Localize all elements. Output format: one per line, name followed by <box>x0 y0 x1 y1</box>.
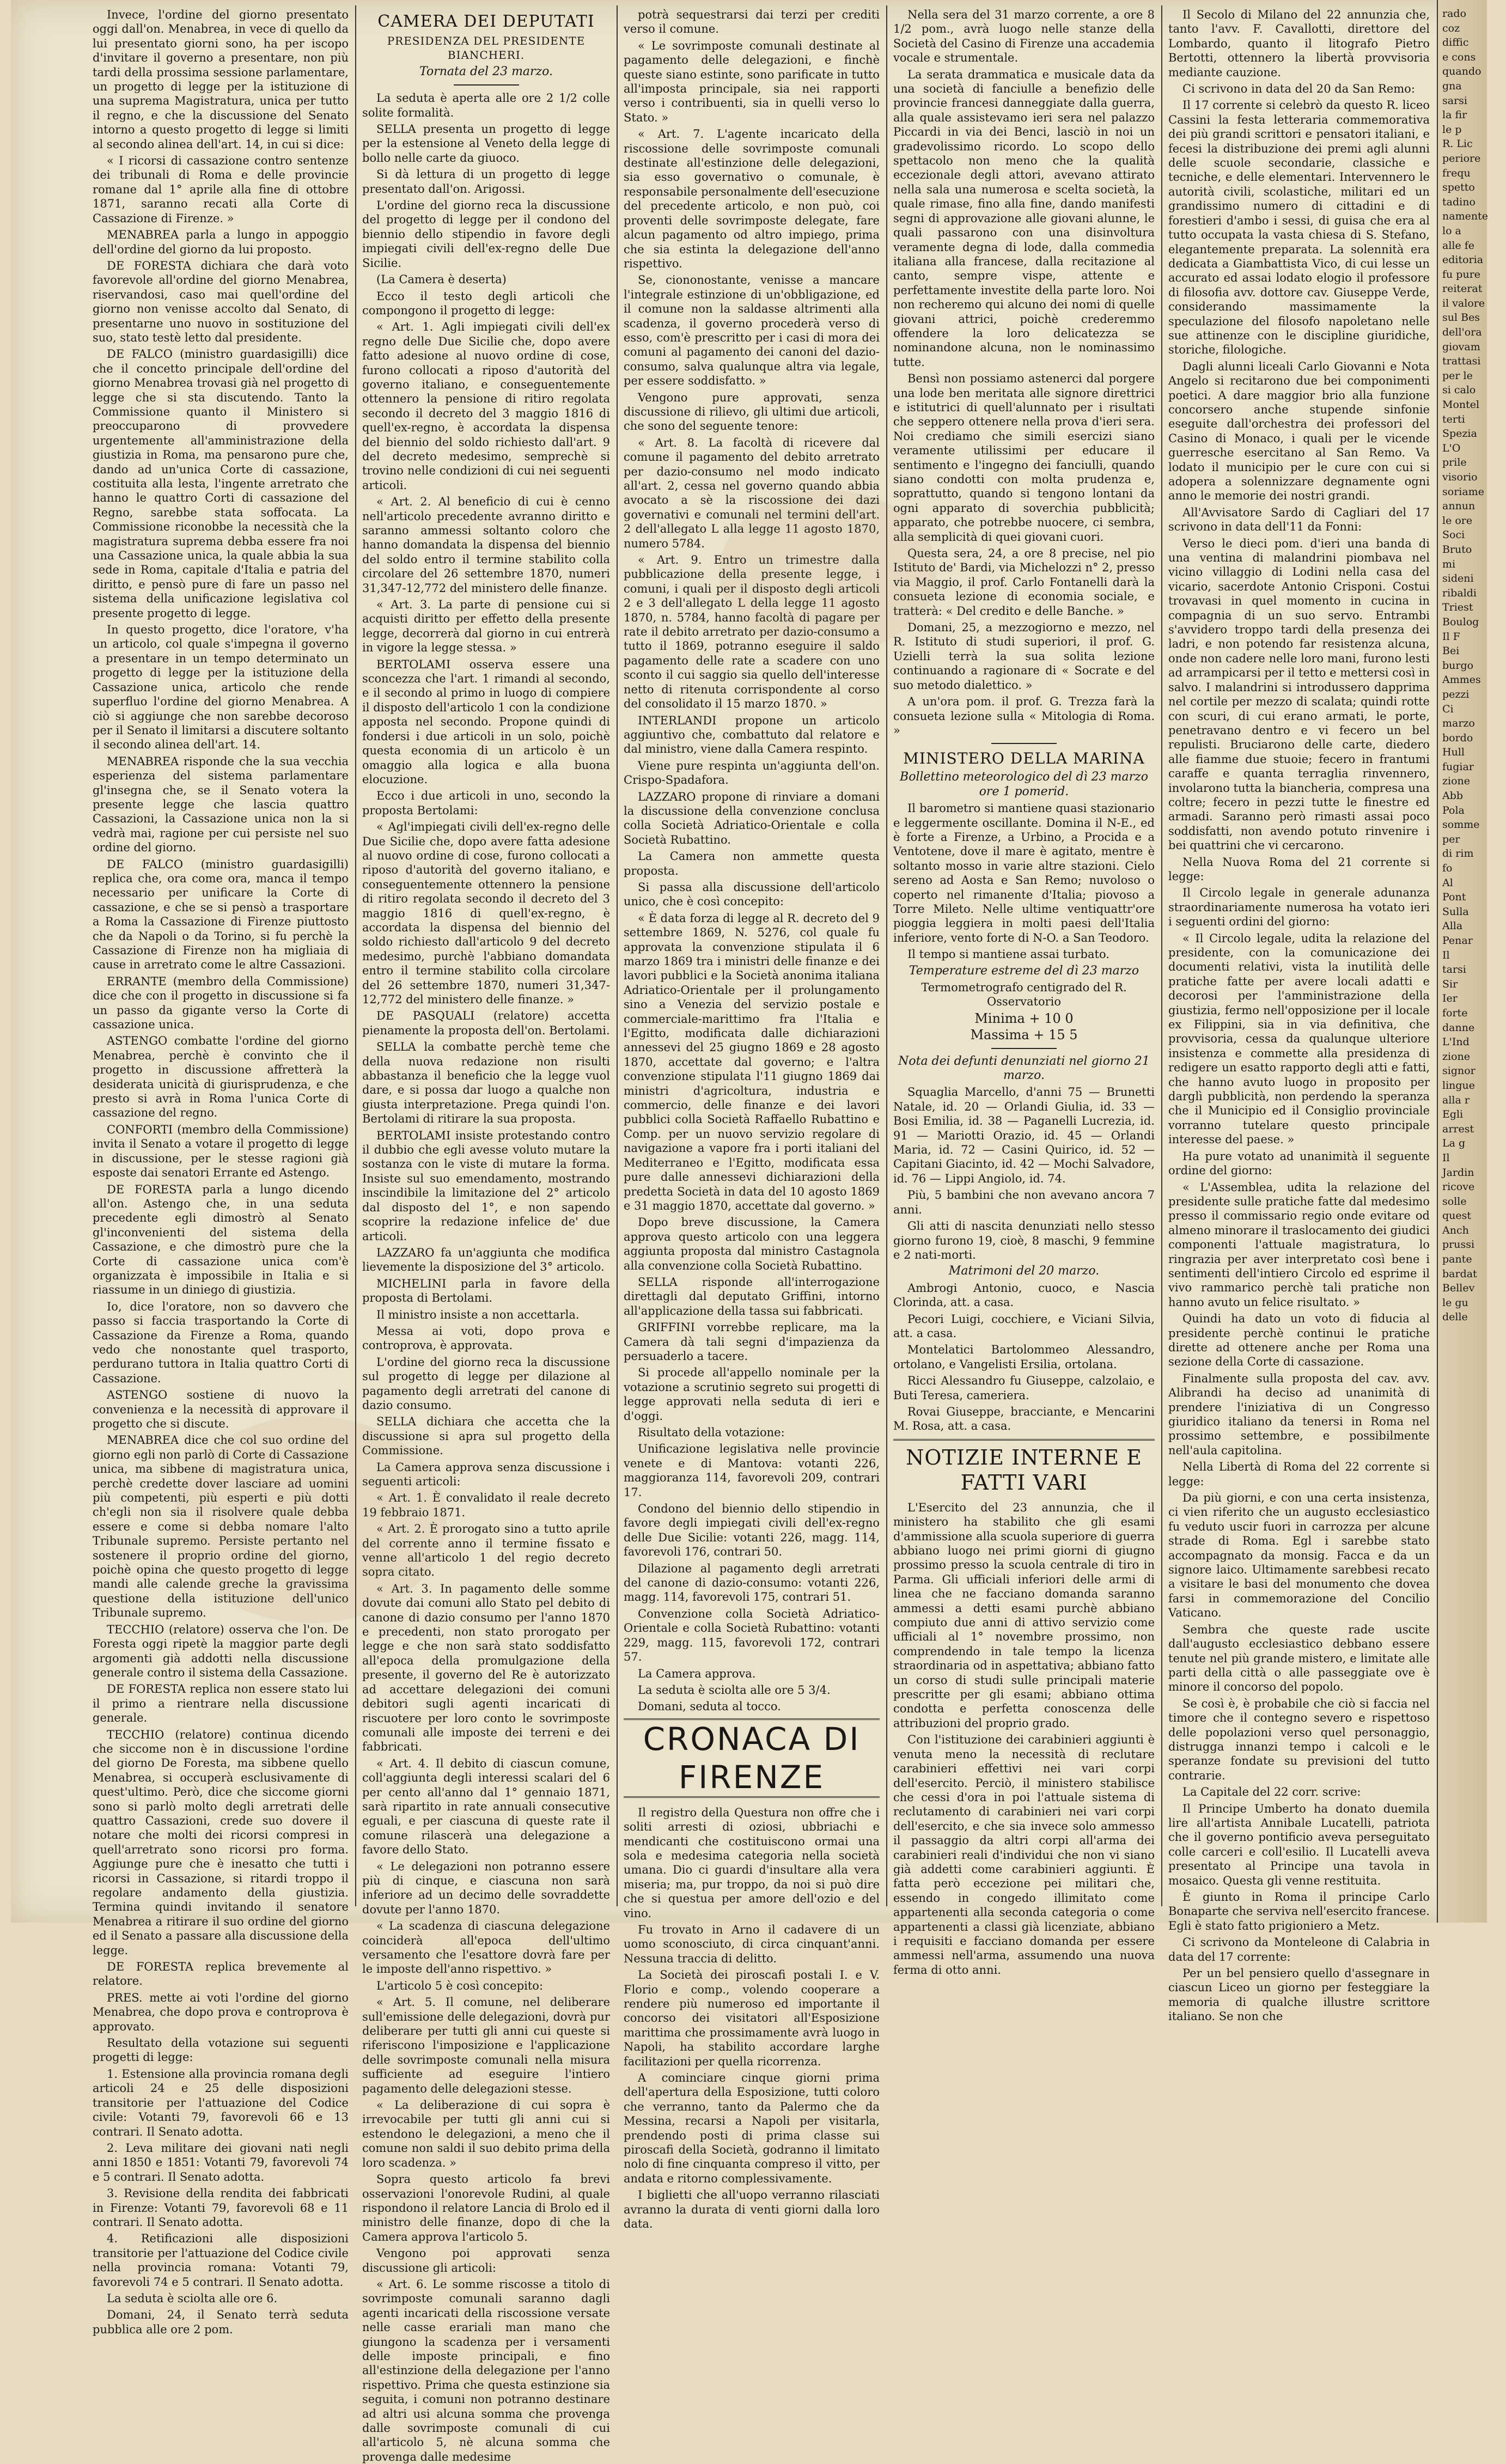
margin-fragment: bardat <box>1442 1267 1477 1280</box>
margin-fragment: tarsi <box>1442 963 1466 976</box>
senate-paragraph: MENABREA dice che col suo ordine del giorno egli non parlò di Corte di Cassazione unica, ma sibbene di magistratura unica, perchè credette dover lasciare ad uomini più competenti, più esperti e più dotti ch'egli non sia il risolvere quale debba essere e come si debba nomare l'alto Tribunale supremo. Persiste pertanto nel sostenere il proprio ordine del giorno, poichè opina che questo progetto di legge mandi alle calende greche la gravissima questione della istituzione dell'unico Tribunale supremo. <box>93 1434 349 1620</box>
chamber-paragraph: « Art. 2. Al beneficio di cui è cenno nell'articolo precedente avranno diritto e saranno ammessi soltanto coloro che hanno domandata la dispensa del biennio del soldo entro il termine stabilito colla circolare del 26 settembre 1870, numeri 31,347-12,772 del ministero delle finanze. <box>362 495 610 595</box>
senate-paragraph: 1. Estensione alla provincia romana degli articoli 24 e 25 delle disposizioni transitorie per l'attuazione del Codice civile: Votanti 79, favorevoli 66 e 13 contrari. Il Senato adotta. <box>93 2067 349 2138</box>
margin-fragment: Il <box>1442 949 1450 961</box>
chamber-paragraph: BERTOLAMI osserva essere una sconcezza che l'art. 1 rimandi al secondo, e il secondo al primo in luogo di compiere il disposto dell'articolo 1 con la condizione apposta nel secondo. Propone quindi di fondersi i due articoli in un solo, poichè questa economia di un articolo è un omaggio alla logica e alla buona elocuzione. <box>362 657 610 786</box>
news-paragraph: Ha pure votato ad unanimità il seguente ordine del giorno: <box>1168 1149 1430 1178</box>
chamber-paragraph: DE PASQUALI (relatore) accetta pienamente la proposta dell'on. Bertolami. <box>362 1009 610 1037</box>
defunti-title: Nota dei defunti denunziati nel giorno 21 marzo. <box>898 1054 1150 1083</box>
margin-fragment: Bellev <box>1442 1282 1475 1295</box>
chamber-paragraph: L'ordine del giorno reca la discussione sul progetto di legge per dilazione al pagamento degli arretrati del canone di dazio consumo. <box>362 1355 610 1412</box>
senate-paragraph: CONFORTI (membro della Commissione) invita il Senato a votare il progetto di legge in discussione, per le stesse ragioni già esposte dai senatori Errante ed Astengo. <box>93 1123 349 1180</box>
column-senate <box>93 8 349 2336</box>
defunti-text <box>893 1085 1155 1262</box>
chamber-paragraph: SELLA presenta un progetto di legge per la estensione al Veneto della legge di bollo nelle carte da giuoco. <box>362 123 610 164</box>
chamber-paragraph: Dopo breve discussione, la Camera approva questo articolo con una leggera aggiunta proposta dal ministro Castagnola alla convenzione colla Società Rubattino. <box>624 1216 880 1272</box>
divider <box>991 743 1057 744</box>
chamber-paragraph: La Camera non ammette questa proposta. <box>624 850 880 877</box>
marina-paragraph: Il tempo si mantiene assai turbato. <box>907 948 1109 961</box>
margin-fragment: il valore <box>1442 297 1485 309</box>
chamber-paragraph: Sopra questo articolo fa brevi osservazioni l'onorevole Rudini, al quale rispondono il relatore Lancia di Brolo ed il ministro delle finanze, dopo di che la Camera approva l'articolo 5. <box>362 2173 610 2243</box>
margin-fragment: zione <box>1442 775 1471 788</box>
senate-paragraph: ASTENGO sostiene di nuovo la convenienza e la necessità di approvare il progetto che si discute. <box>93 1388 349 1430</box>
chamber-paragraph: « Art. 7. L'agente incaricato della riscossione delle sovrimposte comunali destinate all'estinzione delle delegazioni, sia esso governativo o comunale, è responsabile personalmente dell'esecuzione del precedente articolo, e non può, coi proventi delle sovrimposte delegate, fare alcun pagamento od altro impiego, prima che sia estinta la delegazione dell'anno rispettivo. <box>624 127 880 270</box>
chamber-paragraph: LAZZARO fa un'aggiunta che modifica lievemente la disposizione del 3° articolo. <box>362 1246 610 1274</box>
margin-fragment: le p <box>1442 123 1462 136</box>
senate-paragraph: Resultato della votazione sui seguenti progetti di legge: <box>93 2036 349 2064</box>
chamber-paragraph: « Le delegazioni non potranno essere più di cinque, e ciascuna non sarà inferiore ad un decimo delle sovraddette dovute per l'anno 1870. <box>362 1859 610 1916</box>
defunti-paragraph: Gli atti di nascita denunziati nello stesso giorno furono 19, cioè, 8 maschi, 9 femmine e 2 nati-morti. <box>893 1219 1155 1261</box>
margin-fragment: le gu <box>1442 1296 1468 1309</box>
chamber-paragraph: La Camera approva. <box>638 1667 756 1680</box>
notizie-paragraph: Con l'istituzione dei carabinieri aggiunti è venuta meno la necessità di reclutare carabinieri effettivi nei vari corpi dell'esercito. Perciò, il ministero stabilisce che cessi d'ora in poi l'attuale sistema di reclutamento di carabinieri nei vari corpi dell'esercito, e che sia invece solo ammesso il passaggio da altri corpi all'arma dei carabinieri reali d'individui che non vi siano già addetti come carabinieri aggiunti. È fatta però eccezione pei militari che, essendo in congedo illimitato come appartenenti alla seconda categoria o come appartenenti a classi già licenziate, abbiano i requisiti e facciano domanda per essere ammessi nell'arma, assumendo una nuova ferma di otto anni. <box>893 1733 1155 1977</box>
margin-fragment: rado <box>1442 8 1467 20</box>
margin-fragment: signor <box>1442 1065 1475 1077</box>
column-news <box>1168 8 1430 2023</box>
senate-text <box>93 8 349 2337</box>
chamber-paragraph: La seduta è sciolta alle ore 5 3/4. <box>638 1683 831 1697</box>
column-rule <box>1161 5 1162 1906</box>
chamber-paragraph: Condono del biennio dello stipendio in favore degli impiegati civili dell'ex-regno delle Due Sicilie: votanti 226, magg. 114, favorevoli 176, contrari 50. <box>624 1502 880 1559</box>
senate-paragraph: Io, dice l'oratore, non so davvero che passo si faccia trasportando la Corte di Cassazione da Firenze a Roma, quando vedo che nonostante quel trasporto, perdurano tuttora in Italia quattro Corti di Cassazione. <box>93 1300 349 1385</box>
senate-paragraph: DE FORESTA replica brevemente al relatore. <box>93 1960 349 1988</box>
margin-fragment: Bei <box>1442 645 1460 657</box>
news-text <box>1168 8 1430 2024</box>
chamber-paragraph: SELLA risponde all'interrogazione direttagli dal deputato Griffini, intorno all'applicazione della tassa sui fabbricati. <box>624 1275 880 1318</box>
news-paragraph: È giunto in Roma il principe Carlo Bonaparte che serviva nell'esercito francese. Egli è stato fatto prigioniero a Metz. <box>1168 1890 1430 1932</box>
news-paragraph: All'Avvisatore Sardo di Cagliari del 17 scrivono in data dell'11 da Fonni: <box>1168 505 1430 534</box>
column-rule <box>886 5 887 1906</box>
margin-fragment: Triest <box>1442 601 1473 614</box>
chamber-paragraph: « Art. 6. Le somme riscosse a titolo di sovrimposte comunali saranno dagli agenti incaricati della riscossione versate nelle casse erariali man mano che giungono la scadenza per i versamenti delle imposte principali, e fino all'estinzione della delegazione per l'anno rispettivo. Prima che questa estinzione sia seguita, i comuni non potranno destinare ad altri usi alcuna somma che provenga dalle sovrimposte comunali di cui all'articolo 5, nè alcuna somma che provenga dalle medesime <box>362 2277 610 2463</box>
margin-fragment: si calo <box>1442 384 1476 397</box>
margin-fragment: Ammes <box>1442 674 1481 686</box>
matrimoni-text <box>893 1281 1155 1434</box>
senate-paragraph: MENABREA risponde che la sua vecchia esperienza del sistema parlamentare gl'insegna che, se il Senato votera la presente legge che lascia quattro Cassazioni, la Cassazione unica non la si vedrà mai, ragione per cui persiste nel suo ordine del giorno. <box>93 754 349 855</box>
margin-fragment: Ier <box>1442 992 1458 1005</box>
news-paragraph: Da più giorni, e con una certa insistenza, ci vien riferito che un augusto ecclesiastico fu veduto uscir fuori in carrozza per alcune strade di Roma. Egl i sarebbe stato accompagnato da monsig. Facca e da un signore laico. Ultimamente sarebbesi recato a visitare le basi del monumento che dovea farsi in commemorazione del Concilio Vaticano. <box>1168 1491 1430 1620</box>
margin-fragment: zione <box>1442 1050 1471 1063</box>
paper-stain <box>174 1416 447 1623</box>
chamber-paragraph: « Art. 2. È prorogato sino a tutto aprile del corrente anno il termine fissato e venne all'articolo 1 del regio decreto sopra citato. <box>362 1522 610 1579</box>
chamber-paragraph: Si dà lettura di un progetto di legge presentato dall'on. Arigossi. <box>362 168 610 196</box>
chamber-continuation-text <box>624 8 880 1714</box>
chamber-paragraph: Viene pure respinta un'aggiunta dell'on. Crispo-Spadafora. <box>624 759 880 787</box>
senate-paragraph: TECCHIO (relatore) osserva che l'on. De Foresta oggi ripetè la maggior parte degli argomenti già addotti nella discussione generale contro il sistema della Cassazione. <box>93 1623 349 1679</box>
cronaca-paragraph: Fu trovato in Arno il cadavere di un uomo sconosciuto, di circa cinquant'anni. Nessuna traccia di delitto. <box>624 1923 880 1965</box>
temp-min: Minima + 10 0 <box>974 1010 1074 1026</box>
temp-title: Temperature estreme del dì 23 marzo <box>909 963 1139 978</box>
news-paragraph: Ci scrivono in data del 20 da San Remo: <box>1182 82 1415 96</box>
chamber-paragraph: « Art. 3. In pagamento delle somme dovute dai comuni allo Stato pel debito di canone di dazio consumo per l'anno 1870 e precedenti, non stato prorogato per legge e che non sarà stato soddisfatto all'epoca della promulgazione della presente, il governo del Re è autorizzato ad accettare delegazioni dei comuni debitori sugli agenti incaricati di riscuotere per loro conto le sovrimposte comunali alle imposte dei terreni e dei fabbricati. <box>362 1582 610 1754</box>
chamber-paragraph: Vengono poi approvati senza discussione gli articoli: <box>362 2247 610 2274</box>
cronaca-text <box>624 1806 880 2231</box>
margin-fragment: coz <box>1442 22 1460 34</box>
notizie-text <box>893 1501 1155 1977</box>
margin-fragment: Anch <box>1442 1224 1469 1236</box>
margin-fragment: trattasi <box>1442 355 1481 368</box>
margin-fragment: frequ <box>1442 167 1471 179</box>
news-paragraph: Verso le dieci pom. d'ieri una banda di una ventina di malandrini piombava nel vicino villaggio di Lodini nella casa del vicario, sacerdote Antonio Crisponi. Costui trovavasi in quel momento in cucina in compagnia di un suo servo. Entrambi s'avvidero troppo tardi della presenza dei ladri, e non potendo far resistenza alcuna, onde non cadere nelle loro mani, furono lesti ad arrampicarsi per il tetto e mettersi così in salvo. I malandrini si introdussero dapprima nel cortile per mezzo di scalata; quindi rotte con scuri, di cui erano armati, le porte, penetravano dentro e vi fecero un bel repulisti. Bruciarono delle carte, diedero alle fiamme due stuoie; fecero in frantumi caraffe e quanta terraglia rinvennero, involarono tutta la biancheria, compresa una coltre; fecero in pezzi tutte le finestre ed armadi. Saranno però rimasti assai poco soddisfatti, non avendo potuto rinvenire i bei quattrini che vi cercarono. <box>1168 536 1430 852</box>
chamber-paragraph: L'ordine del giorno reca la discussione del progetto di legge per il condono del biennio dello stipendio in favore degli impiegati civili dell'ex-regno delle Due Sicilie. <box>362 199 610 270</box>
chamber-paragraph: « La scadenza di ciascuna delegazione coinciderà all'epoca dell'ultimo versamento che l'esattore dovrà fare per le imposte dell'anno rispettivo. » <box>362 1919 610 1976</box>
chamber-paragraph: Ecco il testo degli articoli che compongono il progetto di legge: <box>362 289 610 317</box>
news-paragraph: « L'Assemblea, udita la relazione del presidente sulle pratiche fatte dal medesimo presso il commissario regio onde evitare od almeno minorare il traslocamento dei giudici componenti l'attuale magistratura, lo ringrazia per aver interpretato così bene i sentimenti dell'intiero Circolo ed esprime il vivo rammarico perchè tali pratiche non hanno avuto un felice risultato. » <box>1168 1180 1430 1309</box>
paper-stain <box>719 490 937 654</box>
chamber-paragraph: Si procede all'appello nominale per la votazione a scrutinio segreto sui progetti di legge approvati nella seduta di ieri e d'oggi. <box>624 1366 880 1423</box>
margin-fragment: R. Lic <box>1442 138 1473 150</box>
margin-fragment: fu pure <box>1442 268 1481 280</box>
margin-fragment: spetto <box>1442 181 1475 194</box>
chamber-text <box>362 91 610 2464</box>
chamber-paragraph: (La Camera è deserta) <box>376 273 507 286</box>
news-paragraph: Il 17 corrente si celebrò da questo R. liceo Cassini la festa letteraria commemorativa dei più grandi scrittori e pensatori italiani, e fecesi la distribuzione dei premi agli alunni delle scuole secondarie, classiche e tecniche, e delle elementari. Intervennero le autorità civili, scolastiche, militari ed un grandissimo numero di cittadini e di forestieri d'ambo i sessi, di guisa che era al tutto occupata la vasta chiesa di S. Stefano, elegantemente preparata. La solennità era dedicata a Giambattista Vico, di cui lesse un accurato ed assai lodato elogio il professore di filosofia avv. dottore cav. Giuseppe Verde, considerando massimamente la speculazione del filosofo napoletano nelle sue attinenze con le discipline giuridiche, storiche, filologiche. <box>1168 99 1430 357</box>
news-paragraph: Finalmente sulla proposta del cav. avv. Alibrandi ha deciso ad unanimità di prendere l'iniziativa di un Congresso giuridico italiano da tenersi in Roma nel prossimo settembre, e possibilmente nell'aula capitolina. <box>1168 1371 1430 1457</box>
cronaca-paragraph: La Società dei piroscafi postali I. e V. Florio e comp., volendo cooperare a rendere più numeroso ed importante il concorso dei visitatori all'Esposizione marittima che prossimamente avrà luogo in Napoli, ha stabilito accordare larghe facilitazioni per quella ricorrenza. <box>624 1968 880 2068</box>
margin-fragment: prussi <box>1442 1239 1475 1251</box>
news-paragraph: Per un bel pensiero quello d'assegnare in ciascun Liceo un giorno per festeggiare la memoria di qualche illustre scrittore italiano. Se non che <box>1168 1967 1430 2023</box>
divider <box>991 1048 1057 1049</box>
senate-paragraph: DE FALCO (ministro guardasigilli) dice che il concetto principale dell'ordine del giorno Menabrea trovasi già nel progetto di legge che si sta discutendo. Tanto la Commissione quanto il Ministero si preoccuparono di provvedere urgentemente all'amministrazione della giustizia in Roma, ma pensarono pure che, dando ad un'unica Corte di cassazione, costituita alla lesta, l'ingente arretrato che hanno le quattro Corti di cassazione del Regno, sarebbe stata soffocata. La Commissione riconobbe la necessità che la magistratura suprema debba essere fra noi una Cassazione unica, la quale abbia la sua sede in Roma, capitale d'Italia e patria del diritto, e pensò pure di fare un passo nel sistema della unificazione legislativa col presente progetto di legge. <box>93 347 349 620</box>
chamber-paragraph: Messa ai voti, dopo prova e controprova, è approvata. <box>362 1324 610 1352</box>
notizie-title: NOTIZIE INTERNE E FATTI VARI <box>893 1439 1155 1495</box>
news-paragraph: La Capitale del 22 corr. scrive: <box>1182 1785 1361 1799</box>
chamber-paragraph: Domani, seduta al tocco. <box>638 1700 781 1713</box>
margin-fragment: Il F <box>1442 630 1460 643</box>
matrimoni-item: Ricci Alessandro fu Giuseppe, calzolaio, e Buti Teresa, cameriera. <box>893 1374 1155 1402</box>
news-paragraph: Ci scrivono da Monteleone di Calabria in data del 17 corrente: <box>1168 1936 1430 1963</box>
margin-fragment: per le <box>1442 369 1473 382</box>
margin-fragment: alla r <box>1442 1094 1470 1106</box>
chamber-paragraph: « Art. 8. La facoltà di ricevere dal comune il pagamento del debito arretrato per dazio-consumo nel modo indicato all'art. 2, cessa nel governo quando abbia avocato a sè la riscossione dei dazi governativi e comunali nel termini dell'art. 2 dell'allegato L alla legge 11 agosto 1870, numero 5784. <box>624 436 880 550</box>
margin-fragment: pezzi <box>1442 688 1470 700</box>
chamber-presidency: PRESIDENZA DEL PRESIDENTE BIANCHERI. <box>387 34 586 62</box>
news-paragraph: Se così è, è probabile che ciò si faccia nel timore che il contegno severo e rispettoso delle popolazioni verso quel personaggio, distrugga innanzi tempo i calcoli e le speranze fondate su previsioni del tutto contrarie. <box>1168 1697 1430 1782</box>
matrimoni-item: Rovai Giuseppe, bracciante, e Mencarini M. Rosa, att. a casa. <box>893 1405 1155 1433</box>
cronaca-title: CRONACA DI FIRENZE <box>624 1718 880 1798</box>
senate-paragraph: DE FORESTA dichiara che darà voto favorevole all'ordine del giorno Menabrea, riservandosi, caso mai quell'ordine del giorno non venisse accolto dal Senato, di presentarne uno nuovo in sostituzione del suo, stato testè letto dal presidente. <box>93 259 349 344</box>
chamber-paragraph: Si passa alla discussione dell'articolo unico, che è così concepito: <box>624 880 880 908</box>
margin-fragment: dell'ora <box>1442 326 1482 339</box>
margin-fragment: fo <box>1442 862 1453 875</box>
margin-fragment: per <box>1442 833 1460 845</box>
margin-fragment: Bruto <box>1442 543 1472 556</box>
margin-fragment: e cons <box>1442 51 1476 63</box>
chamber-paragraph: « Art. 1. È convalidato il reale decreto 19 febbraio 1871. <box>362 1491 610 1519</box>
margin-fragment: Il <box>1442 1151 1450 1164</box>
chamber-paragraph: Vengono pure approvati, senza discussione di rilievo, gli ultimi due articoli, che sono del seguente tenore: <box>624 391 880 433</box>
chamber-paragraph: « Le sovrimposte comunali destinate al pagamento delle delegazioni, e finchè queste siano estinte, sono parificate in tutto all'imposta principale, sia nei rapporti verso i contribuenti, sia in quelli verso lo Stato. » <box>624 39 880 124</box>
news-paragraph: Il Principe Umberto ha donato duemila lire all'artista Annibale Lucatelli, patriota che il governo pontificio aveva perseguitato colle carceri e coll'esilio. Il Lucatelli aveva presentato al Principe una tavola in mosaico. Questa gli venne restituita. <box>1168 1802 1430 1887</box>
chamber-paragraph: Dilazione al pagamento degli arretrati del canone di dazio-consumo: votanti 226, magg. 114, favorevoli 175, contrari 51. <box>624 1562 880 1604</box>
senate-paragraph: DE FALCO (ministro guardasigilli) replica che, ora come ora, manca il tempo necessario per unificare la Corte di cassazione, e che se si pensò a trasportare a Roma la Cassazione di Firenze piuttosto che da Napoli o da Torino, si fu perchè la Cassazione di Firenze non ha migliaia di cause in arretrato come le altre Cassazioni. <box>93 857 349 972</box>
margin-fragment: burgo <box>1442 659 1474 672</box>
margin-fragment: Alla <box>1442 920 1463 932</box>
margin-fragment: alle fe <box>1442 239 1475 252</box>
chamber-paragraph: « Art. 3. La parte di pensione cui si acquisti diritto per effetto della presente legge, decorrerà dal giorno in cui entrerà in vigore la legge stessa. » <box>362 598 610 655</box>
margin-fragment: quando <box>1442 65 1481 78</box>
margin-fragment: terti <box>1442 413 1465 425</box>
margin-fragment: Penar <box>1442 935 1473 947</box>
chamber-paragraph: Unificazione legislativa nelle provincie venete e di Mantova: votanti 226, maggioranza 114, favorevoli 209, contrari 17. <box>624 1442 880 1499</box>
chamber-paragraph: Il ministro insiste a non accettarla. <box>376 1308 580 1321</box>
cronaca-paragraph: Il registro della Questura non offre che i soliti arresti di oziosi, ubbriachi e mendicanti che costituiscono ormai una sola e medesima categoria nella società umana. Dio ci guardi d'insultare alla vera miseria; ma, pur troppo, da noi si può dire che si questua per amore dell'ozio e del vino. <box>624 1806 880 1920</box>
senate-paragraph: « I ricorsi di cassazione contro sentenze dei tribunali di Roma e delle provincie romane dal 1° aprile alla fine di ottobre 1871, saranno recati alla Corte di Cassazione di Firenze. » <box>93 154 349 225</box>
margin-fragment: Spezia <box>1442 428 1477 440</box>
chamber-paragraph: L'articolo 5 è così concepito: <box>376 1979 544 1992</box>
margin-fragment: gna <box>1442 80 1462 92</box>
chamber-paragraph: LAZZARO propone di rinviare a domani la discussione della convenzione conclusa colla Società Adriatico-Orientale e colla Società Rubattino. <box>624 790 880 846</box>
margin-fragment: editoria <box>1442 254 1484 266</box>
chamber-paragraph: « È data forza di legge al R. decreto del 9 settembre 1869, N. 5276, col quale fu approvata la convenzione stipulata il 6 marzo 1869 tra i ministri delle finanze e dei lavori pubblici e la Società anonima italiana Adriatico-Orientale per il prolungamento sino a Venezia del servizio postale e commerciale-marittimo fra l'Italia e l'Egitto, modificata dalle dichiarazioni annessevi del 25 giugno 1869 e 28 agosto 1870, accettate dal governo; e l'altra convenzione stipulata l'11 giugno 1869 dai ministri d'agricoltura, industria e commercio, delle finanze e dei lavori pubblici colla Società Raffaello Rubattino e Comp. per un nuovo servizio regolare di navigazione a vapore fra i porti italiani del Mediterraneo e l'Egitto, modificata essa pure dalle annessevi dichiarazioni della predetta Società in data del 10 agosto 1869 e 31 maggio 1870, accettate dal governo. » <box>624 911 880 1212</box>
senate-paragraph: MENABREA parla a lungo in appoggio dell'ordine del giorno da lui proposto. <box>93 228 349 256</box>
chamber-paragraph: Ecco i due articoli in uno, secondo la proposta Bertolami: <box>362 789 610 817</box>
matrimoni-item: Pecori Luigi, cocchiere, e Viciani Silvia, att. a casa. <box>893 1312 1155 1340</box>
margin-fragment: lingue <box>1442 1079 1475 1091</box>
margin-fragment: sarsi <box>1442 94 1467 107</box>
chamber-paragraph: « Agl'impiegati civili dell'ex-regno delle Due Sicilie che, dopo avere fatta adesione al nuovo ordine di cose, furono collocati a riposo d'autorità del governo italiano, e conseguentemente ottennero la pensione di ritiro regolata secondo il decreto del 3 maggio 1816 di quell'ex-regno, è accordata la dispensa del biennio del soldo richiesto dall'articolo 9 del decreto medesimo, purchè l'abbiano domandata entro il termine stabilito colla circolare del 26 settembre 1870, numeri 31,347-12,772 del ministero delle finanze. » <box>362 820 610 1006</box>
margin-fragment: delle <box>1442 1311 1468 1324</box>
margin-fragment: Hull <box>1442 746 1465 759</box>
matrimoni-title: Matrimoni del 20 marzo. <box>948 1264 1100 1278</box>
margin-fragment: sul Bes <box>1442 312 1480 324</box>
senate-paragraph: In questo progetto, dice l'oratore, v'ha un articolo, col quale s'impegna il governo a presentare in un tempo determinato un progetto di legge per la istituzione della Cassazione unica, articolo che rende superfluo l'ordine del giorno Menabrea. A ciò si aggiunge che non sarebbe decoroso per il Senato il limitarsi a discutere soltanto il secondo alinea dell'art. 14. <box>93 623 349 752</box>
defunti-paragraph: Squaglia Marcello, d'anni 75 — Brunetti Natale, id. 20 — Orlandi Giulia, id. 33 — Bosi Emilia, id. 38 — Paganelli Lucrezia, id. 91 — Mariotti Orazio, id. 45 — Orlandi Maria, id. 72 — Casini Quirico, id. 52 — Capitani Giacinto, id. 42 — Mochi Salvadore, id. 76 — Lippi Angiolo, id. 74. <box>893 1085 1155 1185</box>
margin-fragment: reiterat <box>1442 283 1483 295</box>
margin-fragment: Abb <box>1442 790 1464 802</box>
margin-fragment: Pont <box>1442 891 1466 904</box>
margin-fragment: danne <box>1442 1021 1475 1034</box>
chamber-paragraph: INTERLANDI propone un articolo aggiuntivo che, combattuto dal relatore e dal ministro, viene dalla Camera respinto. <box>624 713 880 756</box>
news-paragraph: Quindi ha dato un voto di fiducia al presidente perchè continui le pratiche dirette ad ottenere anche per Roma una sezione della Corte di cassazione. <box>1168 1312 1430 1369</box>
chamber-paragraph: Risultato della votazione: <box>638 1426 785 1439</box>
margin-fragment: Sulla <box>1442 905 1469 918</box>
senate-paragraph: Domani, 24, il Senato terrà seduta pubblica alle ore 2 pom. <box>93 2308 349 2336</box>
margin-fragment: Montel <box>1442 399 1480 411</box>
chamber-paragraph: « Art. 5. Il comune, nel deliberare sull'emissione delle delegazioni, dovrà pur deliberare per tutti gli anni cui queste si riferiscono l'imposizione e l'applicazione delle sovrimposte comunali nella misura sufficiente ad eseguire l'intiero pagamento delle delegazioni stesse. <box>362 1996 610 2095</box>
column-rule <box>355 5 356 1906</box>
temp-max: Massima + 15 5 <box>970 1027 1078 1043</box>
margin-fragment: mi <box>1442 558 1456 570</box>
margin-fragment: forte <box>1442 1007 1468 1019</box>
chamber-paragraph: « La deliberazione di cui sopra è irrevocabile per tutti gli anni cui si estendono le delegazioni, a meno che il comune non saldi il suo debito prima della loro scadenza. » <box>362 2099 610 2169</box>
margin-fragment: Soci <box>1442 529 1465 541</box>
marina-title: MINISTERO DELLA MARINA <box>903 749 1145 768</box>
margin-fragment: le ore <box>1442 514 1473 527</box>
margin-fragment: Boulog <box>1442 615 1479 628</box>
senate-paragraph: DE FORESTA parla a lungo dicendo all'on. Astengo che, in una seduta precedente egli dimostrò al Senato gl'inconvenienti del sistema della Cassazione, e che dimostrò pure che la Corte di cassazione unica com'è organizzata è impossibile in Italia e si riassume in un diniego di giustizia. <box>93 1182 349 1297</box>
news-paragraph: Sembra che queste rade uscite dall'augusto ecclesiastico debbano essere tenute nel più grande mistero, e limitate alle parti della città o alle passeggiate ove è minore il concorso del popolo. <box>1168 1623 1430 1694</box>
margin-fragment: marzo <box>1442 717 1475 730</box>
margin-fragment: la fir <box>1442 109 1467 121</box>
senate-paragraph: 2. Leva militare dei giovani nati negli anni 1850 e 1851: Votanti 79, favorevoli 74 e 5 contrari. Il Senato adotta. <box>93 2141 349 2184</box>
divider <box>454 84 519 86</box>
chamber-paragraph: MICHELINI parla in favore della proposta di Bertolami. <box>362 1277 610 1305</box>
margin-fragment: ribaldi <box>1442 587 1477 599</box>
margin-fragment: bordo <box>1442 731 1473 744</box>
chamber-paragraph: SELLA la combatte perchè teme che della nuova redazione non risulti abbastanza il beneficio che la legge vuol dare, e si possa dar luogo a qualche non giusta interpretazione. Prega quindi l'on. Bertolami di ritirare la sua proposta. <box>362 1040 610 1126</box>
margin-fragment: sideni <box>1442 572 1474 585</box>
marina-paragraph: Il barometro si mantiene quasi stazionario e leggermente oscillante. Domina il N-E., ed è forte a Firenze, a Urbino, a Procida e a Ventotene, dove il mare è agitato, mentre è soltanto mosso in varie altre stazioni. Cielo sereno ad Aosta e San Remo; nuvoloso o coperto nel rimanente d'Italia; piovoso a Torre Mileto. Nelle ultime ventiquattr'ore pioggia leggiera in molti paesi dell'Italia inferiore, vento forte di N-O. a San Teodoro. <box>893 802 1155 944</box>
temp-sub: Termometrografo centigrado del R. Osservatorio <box>921 981 1127 1009</box>
news-paragraph: « Il Circolo legale, udita la relazione del presidente, con la comunicazione dei documenti relativi, vista la inutilità delle pratiche fatte per avere locali adatti e decorosi per l'amministrazione della giustizia, fermo nell'opposizione per il locale ex Filippini, sia in via definitiva, che provvisoria, cessa da qualunque ulteriore insistenza e commette alla presidenza di redigere un esatto rapporto degli atti e fatti, che hanno avuto luogo in proposito per darglì pubblicità, non perdendo la speranza che il Municipio ed il Consiglio provinciale vorranno tutelare questo principale interesse del paese. » <box>1168 931 1430 1146</box>
senate-paragraph: DE FORESTA replica non essere stato lui il primo a rientrare nella discussione generale. <box>93 1682 349 1725</box>
margin-fragment: ricove <box>1442 1181 1475 1193</box>
senate-paragraph: Invece, l'ordine del giorno presentato oggi dall'on. Menabrea, in vece di quello da lui presentato giorni sono, ha per iscopo d'invitare il governo a presentare, non più tardi della prossima sessione parlamentare, un progetto di legge per la istituzione di una suprema Magistratura, unica per tutto il regno, e che la discussione del Senato intorno a questo progetto di legge si limiti al secondo alinea dell'art. 14, in cui si dice: <box>93 8 349 151</box>
defunti-paragraph: Più, 5 bambini che non avevano ancora 7 anni. <box>893 1188 1155 1216</box>
chamber-paragraph: « Art. 4. Il debito di ciascun comune, coll'aggiunta degli interessi scalari del 6 per cento all'anno dal 1° gennaio 1871, sarà ripartito in rate annuali consecutive eguali, e per ciascuna di queste rate il comune rilascerà una delegazione a favore dello Stato. <box>362 1756 610 1857</box>
florence-paragraph: Domani, 25, a mezzogiorno e mezzo, nel R. Istituto di studi superiori, il prof. G. Uzielli terrà la sua solita lezione continuando a ragionare di « Socrate e del suo metodo dialettico. » <box>893 621 1155 692</box>
senate-paragraph: 3. Revisione della rendita dei fabbricati in Firenze: Votanti 79, favorevoli 68 e 11 contrari. Il Senato adotta. <box>93 2187 349 2229</box>
margin-fragment: visorio <box>1442 471 1478 483</box>
chamber-paragraph: Se, ciononostante, venisse a mancare l'integrale estinzione di un'obbligazione, ed il comune non la saldasse altrimenti alla scadenza, il governo procederà verso di esso, com'è prescritto per i casi di mora dei comuni al pagamento dei canoni del dazio-consumo, salva qualunque altra via legale, per essere soddisfatto. » <box>624 273 880 388</box>
margin-fragment: quest <box>1442 1210 1472 1222</box>
senate-paragraph: PRES. mette ai voti l'ordine del giorno Menabrea, che dopo prova e controprova è approvato. <box>93 1991 349 2033</box>
matrimoni-item: Ambrogi Antonio, cuoco, e Nascia Clorinda, att. a casa. <box>893 1281 1155 1309</box>
matrimoni-item: Montelatici Bartolommeo Alessandro, ortolano, e Vangelisti Ersilia, ortolana. <box>893 1343 1155 1371</box>
margin-fragment: soriame <box>1442 485 1484 498</box>
florence-paragraph: La serata drammatica e musicale data da una società di fanciulle a benefizio delle provincie francesi danneggiate dalla guerra, alla quale assistevamo ieri sera nel palazzo Piccardi in via dei Benci, lasciò in noi un gradevolissimo ricordo. Lo scopo dello spettacolo non meno che la qualità eccezionale degli attori, avevano attirato nella sala una numerosa e scelta società, la quale rimase, fino alla fine, dando manifesti segni di approvazione alle giovani alunne, le quali passarono con una disinvoltura veramente degna di lode, dalla commedia italiana alla francese, dalla recitazione al canto, sempre vispe, attente e perfettamente investite della parte loro. Noi non recheremo qui alcuno dei nomi di quelle giovani attrici, poichè crederemmo offendere la loro delicatezza se nominandone alcuna, non le nominassimo tutte. <box>893 68 1155 369</box>
florence-paragraph: A un'ora pom. il prof. G. Trezza farà la consueta lezione sulla « Mitologia di Roma. » <box>893 695 1155 737</box>
senate-paragraph: ERRANTE (membro della Commissione) dice che con il progetto in discussione si fa un passo da gigante verso la Corte di cassazione unica. <box>93 974 349 1032</box>
chamber-paragraph: Convenzione colla Società Adriatico-Orientale e colla Società Rubattino: votanti 229, magg. 115, favorevoli 172, contrari 57. <box>624 1607 880 1664</box>
chamber-heading: CAMERA DEI DEPUTATI <box>377 12 595 31</box>
margin-fragment: Al <box>1442 876 1453 889</box>
florence-paragraph: Nella sera del 31 marzo corrente, a ore 8 1/2 pom., avrà luogo nelle stanze della Società del Casino di Firenze una accademia vocale e strumentale. <box>893 8 1155 65</box>
margin-fragment: La g <box>1442 1137 1466 1150</box>
margin-fragment: Jardin <box>1442 1166 1474 1179</box>
margin-fragment: Ci <box>1442 703 1454 715</box>
notizie-paragraph: L'Esercito del 23 annunzia, che il ministero ha stabilito che gli esami d'ammissione alla scuola superiore di guerra abbiano luogo nei primi giorni di giugno prossimo presso la scuola centrale di tiro in Parma. Gli ufficiali inferiori delle armi di linea che ne facciano domanda saranno ammessi a detti esami purchè abbiano compiuto due anni di attivo servizio come ufficiali al 1° novembre prossimo, non comprendendo in tale tempo la licenza straordinaria od in aspettativa; abbiano fatto un corso di studi sulle principali materie prescritte per gli esami; abbiano ottima condotta e perfetta conoscenza delle attribuzioni del proprio grado. <box>893 1501 1155 1730</box>
florence-paragraph: Bensì non possiamo astenerci dal porgere una lode ben meritata alle signore direttrici e istitutrici di quell'alunnato per i risultati che seppero ottenere nella prova d'ieri sera. Noi crediamo che simili esercizi siano veramente utilissimi per educare il sentimento e l'ingegno dei fanciulli, quando siano condotti con molta prudenza e, soprattutto, quando si tengono lontani da ogni apparato di soverchia pubblicità; apparato, che potrebbe nuocere, ci sembra, alla semplicità di quei giovani cuori. <box>893 372 1155 544</box>
florence-paragraph: Questa sera, 24, a ore 8 precise, nel pio Istituto de' Bardi, via Michelozzi n° 2, presso via Maggio, il prof. Carlo Fontanelli darà la consueta lezione di economia sociale, e tratterà: « Del credito e delle Banche. » <box>893 547 1155 618</box>
margin-fragment: L'Ind <box>1442 1036 1470 1048</box>
margin-fragment: arrest <box>1442 1123 1474 1135</box>
marina-subtitle: Bollettino meteorologico del dì 23 marzo ore 1 pomerid. <box>900 770 1148 798</box>
margin-fragment: lo a <box>1442 224 1461 237</box>
margin-fragment: fugiar <box>1442 760 1474 773</box>
chamber-paragraph: La Camera approva senza discussione i seguenti articoli: <box>362 1460 610 1488</box>
margin-fragment: pante <box>1442 1253 1472 1266</box>
margin-fragment: solle <box>1442 1195 1467 1207</box>
margin-fragment: di rim <box>1442 847 1474 860</box>
adjacent-page-edge <box>1437 0 1487 1923</box>
margin-fragment: annun <box>1442 500 1475 513</box>
senate-paragraph: 4. Retificazioni alle disposizioni transitorie per l'attuazione del Codice civile nella provincia romana: Votanti 79, favorevoli 74 e 5 contrari. Il Senato adotta. <box>93 2232 349 2289</box>
margin-fragment: somme <box>1442 819 1480 831</box>
chamber-paragraph: GRIFFINI vorrebbe replicare, ma la Camera dà tali segni d'impazienza da persuaderlo a tacere. <box>624 1321 880 1363</box>
cronaca-paragraph: A cominciare cinque giorni prima dell'apertura della Esposizione, tutti coloro che verranno, tanto da Palermo che da Messina, recarsi a Napoli per visitarla, prendendo posti di prima classe sui piroscafi della Società, godranno il limitato nolo di fine cinquanta compreso il vitto, per andata e ritorno complessivamente. <box>624 2071 880 2185</box>
margin-fragment: Sir <box>1442 978 1458 990</box>
margin-fragment: giovam <box>1442 340 1480 353</box>
news-paragraph: Dagli alunni liceali Carlo Giovanni e Nota Angelo si recitarono due bei componimenti poetici. A dare maggior brio alla funzione concorsero anche stupende sinfonie eseguite dall'orchestra dei professori del Casino di Monaco, i quali per le vicende guerresche esercitano al San Remo. Va lodato il municipio per le cure con cui si adopera a solennizzare degnamente ogni anno le memorie dei nostri grandi. <box>1168 359 1430 503</box>
news-paragraph: Nella Libertà di Roma del 22 corrente si legge: <box>1168 1460 1430 1488</box>
chamber-paragraph: La seduta è aperta alle ore 2 1/2 colle solite formalità. <box>362 92 610 119</box>
margin-fragment: prile <box>1442 456 1467 469</box>
chamber-paragraph: BERTOLAMI insiste protestando contro il dubbio che egli avesse voluto mutare la sostanza con le viste di mutare la forma. Insiste sul suo emendamento, mostrando inscindibile la limitazione del 2° articolo dal disposto del 1°, e non sapendo scoprire la redazione infelice de' due articoli. <box>362 1129 610 1243</box>
news-paragraph: Nella Nuova Roma del 21 corrente si legge: <box>1168 855 1430 883</box>
chamber-paragraph: SELLA dichiara che accetta che la discussione si apra sul progetto della Commissione. <box>362 1415 610 1457</box>
chamber-paragraph: « Art. 9. Entro un trimestre dalla pubblicazione della presente legge, i comuni, i quali per il disposto degli articoli 2 e 3 dell'allegato L della legge 11 agosto 1870, n. 5784, hanno facoltà di pagare per rate il debito arretrato per dazio-consumo a tutto il 1869, potranno eseguire il saldo pagamento delle rate a scadere con uno sconto il cui saggio sia quello dell'interesse netto di ritenuta corrispondente al corso del consolidato il 15 marzo 1870. » <box>624 553 880 711</box>
chamber-session: Tornata del 23 marzo. <box>419 64 553 78</box>
margin-fragment: tadino <box>1442 196 1475 208</box>
column-florence <box>893 8 1155 1977</box>
senate-paragraph: ASTENGO combatte l'ordine del giorno Menabrea, perchè è convinto che il progetto in discussione affretterà la desiderata unicità di giurisprudenza, e che presto si avrà in Roma l'unica Corte di cassazione del regno. <box>93 1034 349 1120</box>
news-paragraph: Il Secolo di Milano del 22 annunzia che, tanto l'avv. F. Cavallotti, direttore del Lombardo, quanto il litografo Pietro Bertotti, ottennero la libertà provvisoria mediante cauzione. <box>1168 8 1430 79</box>
florence-text <box>893 8 1155 737</box>
chamber-paragraph: « Art. 1. Agli impiegati civili dell'ex regno delle Due Sicilie che, dopo avere fatto adesione al nuovo ordine di cose, furono collocati a riposo d'autorità del governo italiano, e conseguentemente ottennero la pensione di ritiro regolata secondo il decreto del 3 maggio 1816 di quell'ex-regno, è accordata la dispensa del biennio del soldo richiesto dall'art. 9 del decreto medesimo, semprechè si trovino nelle condizioni di cui nei seguenti articoli. <box>362 320 610 492</box>
margin-fragment: namente <box>1442 210 1488 223</box>
chamber-paragraph: potrà sequestrarsi dai terzi per crediti verso il comune. <box>624 8 880 36</box>
margin-fragment: Pola <box>1442 804 1465 816</box>
margin-fragment: L'O <box>1442 442 1461 454</box>
news-paragraph: Il Circolo legale in generale adunanza straordinariamente numerosa ha votato ieri i seguenti ordini del giorno: <box>1168 886 1430 929</box>
senate-paragraph: La seduta è sciolta alle ore 6. <box>107 2291 278 2305</box>
cronaca-paragraph: I biglietti che all'uopo verranno rilasciati avranno la durata di venti giorni dalla loro data. <box>624 2188 880 2231</box>
column-rule <box>617 5 618 1906</box>
column-continuation <box>624 8 880 2231</box>
margin-fragment: diffic <box>1442 36 1469 49</box>
senate-paragraph: TECCHIO (relatore) continua dicendo che siccome non è in discussione l'ordine del giorno De Foresta, ma sibbene quello Menabrea, si occuperà esclusivamente di quest'ultimo. Però, dice che siccome giorni sono si parlò molto degli arretrati delle quattro Cassazioni, crede suo dovere il notare che molti dei ricorsi compresi in quell'arretrato sono ricorsi pro forma. Aggiunge pure che è inesatto che tutti i ricorsi in Cassazione, si ritardi troppo il regolare andamento della giustizia. Termina quindi invitando il senatore Menabrea a ritirare il suo ordine del giorno ed il Senato a passare alla discussione della legge. <box>93 1728 349 1957</box>
newspaper-page <box>11 0 1488 2463</box>
margin-fragments <box>1438 0 1487 1913</box>
marina-text <box>893 801 1155 961</box>
margin-fragment: Egli <box>1442 1108 1464 1121</box>
column-chamber <box>362 8 610 2463</box>
margin-fragment: periore <box>1442 152 1481 164</box>
